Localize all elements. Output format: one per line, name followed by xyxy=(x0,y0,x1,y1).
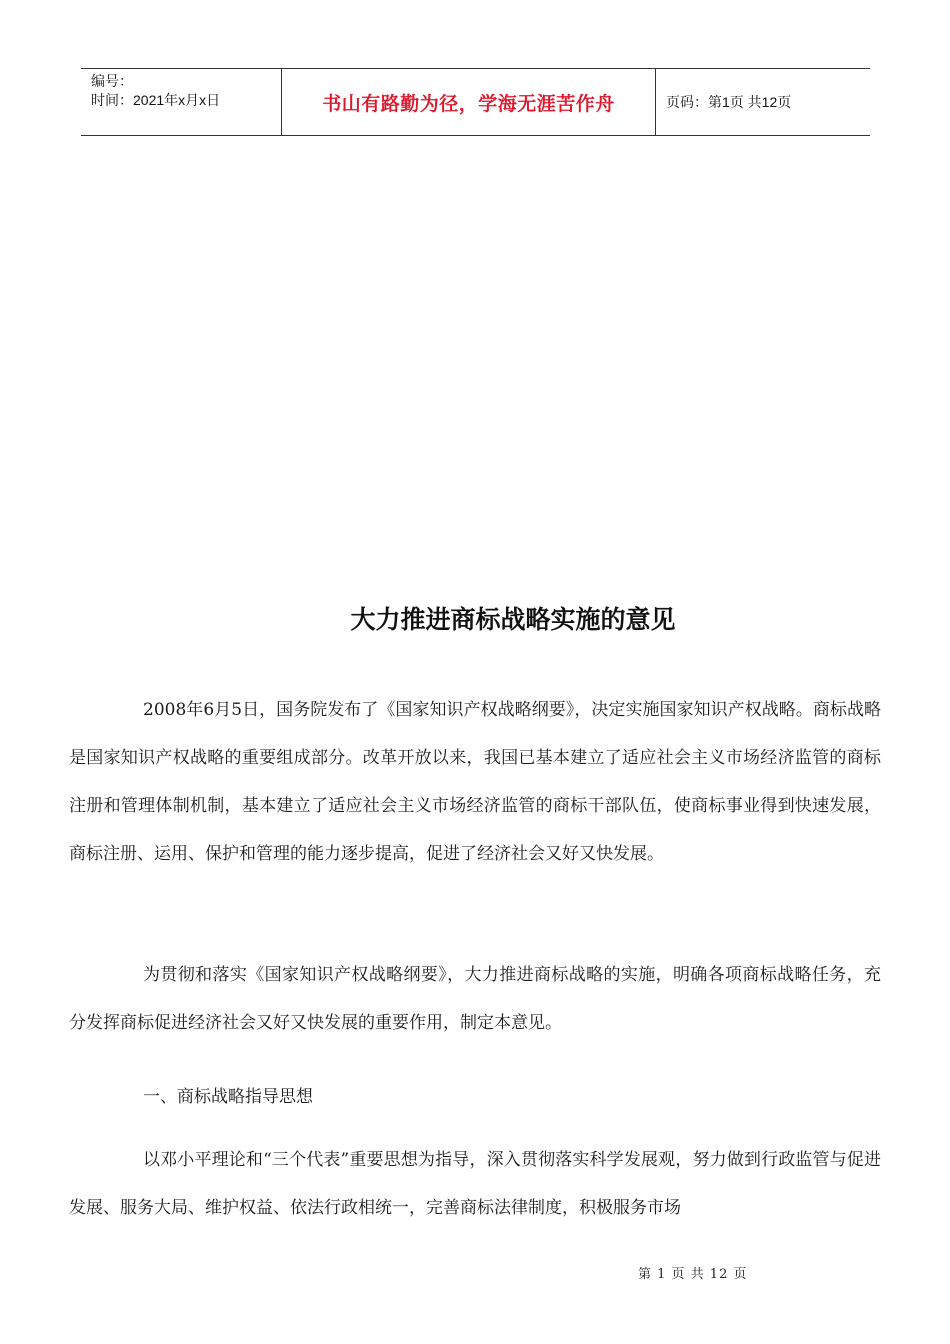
paragraph-purpose: 为贯彻和落实《国家知识产权战略纲要》，大力推进商标战略的实施，明确各项商标战略任务，充分发挥商标促进经济社会又好又快发展的重要作用，制定本意见。 xyxy=(69,965,881,1033)
paragraph-intro: 2008年6月5日，国务院发布了《国家知识产权战略纲要》，决定实施国家知识产权战略。商标战略是国家知识产权战略的重要组成部分。改革开放以来，我国已基本建立了适应社会主义市场经济监管的商标注册和管理体制机制，基本建立了适应社会主义市场经济监管的商标干部队伍，使商标事业得到快速发展，商标注册、运用、保护和管理的能力逐步提高，促进了经济社会又好又快发展。 xyxy=(69,700,881,864)
section-heading-guiding-ideology: 一、商标战略指导思想 xyxy=(143,1087,313,1107)
header-meta-cell xyxy=(81,69,282,135)
page-footer: 第 1 页 共 12 页 xyxy=(638,1267,748,1282)
document-number-label: 编号： xyxy=(91,73,133,89)
header-page-info: 页码：第1页 共12页 xyxy=(666,94,792,110)
header-motto: 书山有路勤为径，学海无涯苦作舟 xyxy=(282,69,656,135)
document-title: 大力推进商标战略实施的意见 xyxy=(350,605,676,634)
header-table xyxy=(81,68,870,136)
document-time-label: 时间：2021年x月x日 xyxy=(91,92,221,108)
paragraph-guiding-ideology: 以邓小平理论和“三个代表”重要思想为指导，深入贯彻落实科学发展观，努力做到行政监管与促进发展、服务大局、维护权益、依法行政相统一，完善商标法律制度，积极服务市场 xyxy=(69,1150,881,1218)
